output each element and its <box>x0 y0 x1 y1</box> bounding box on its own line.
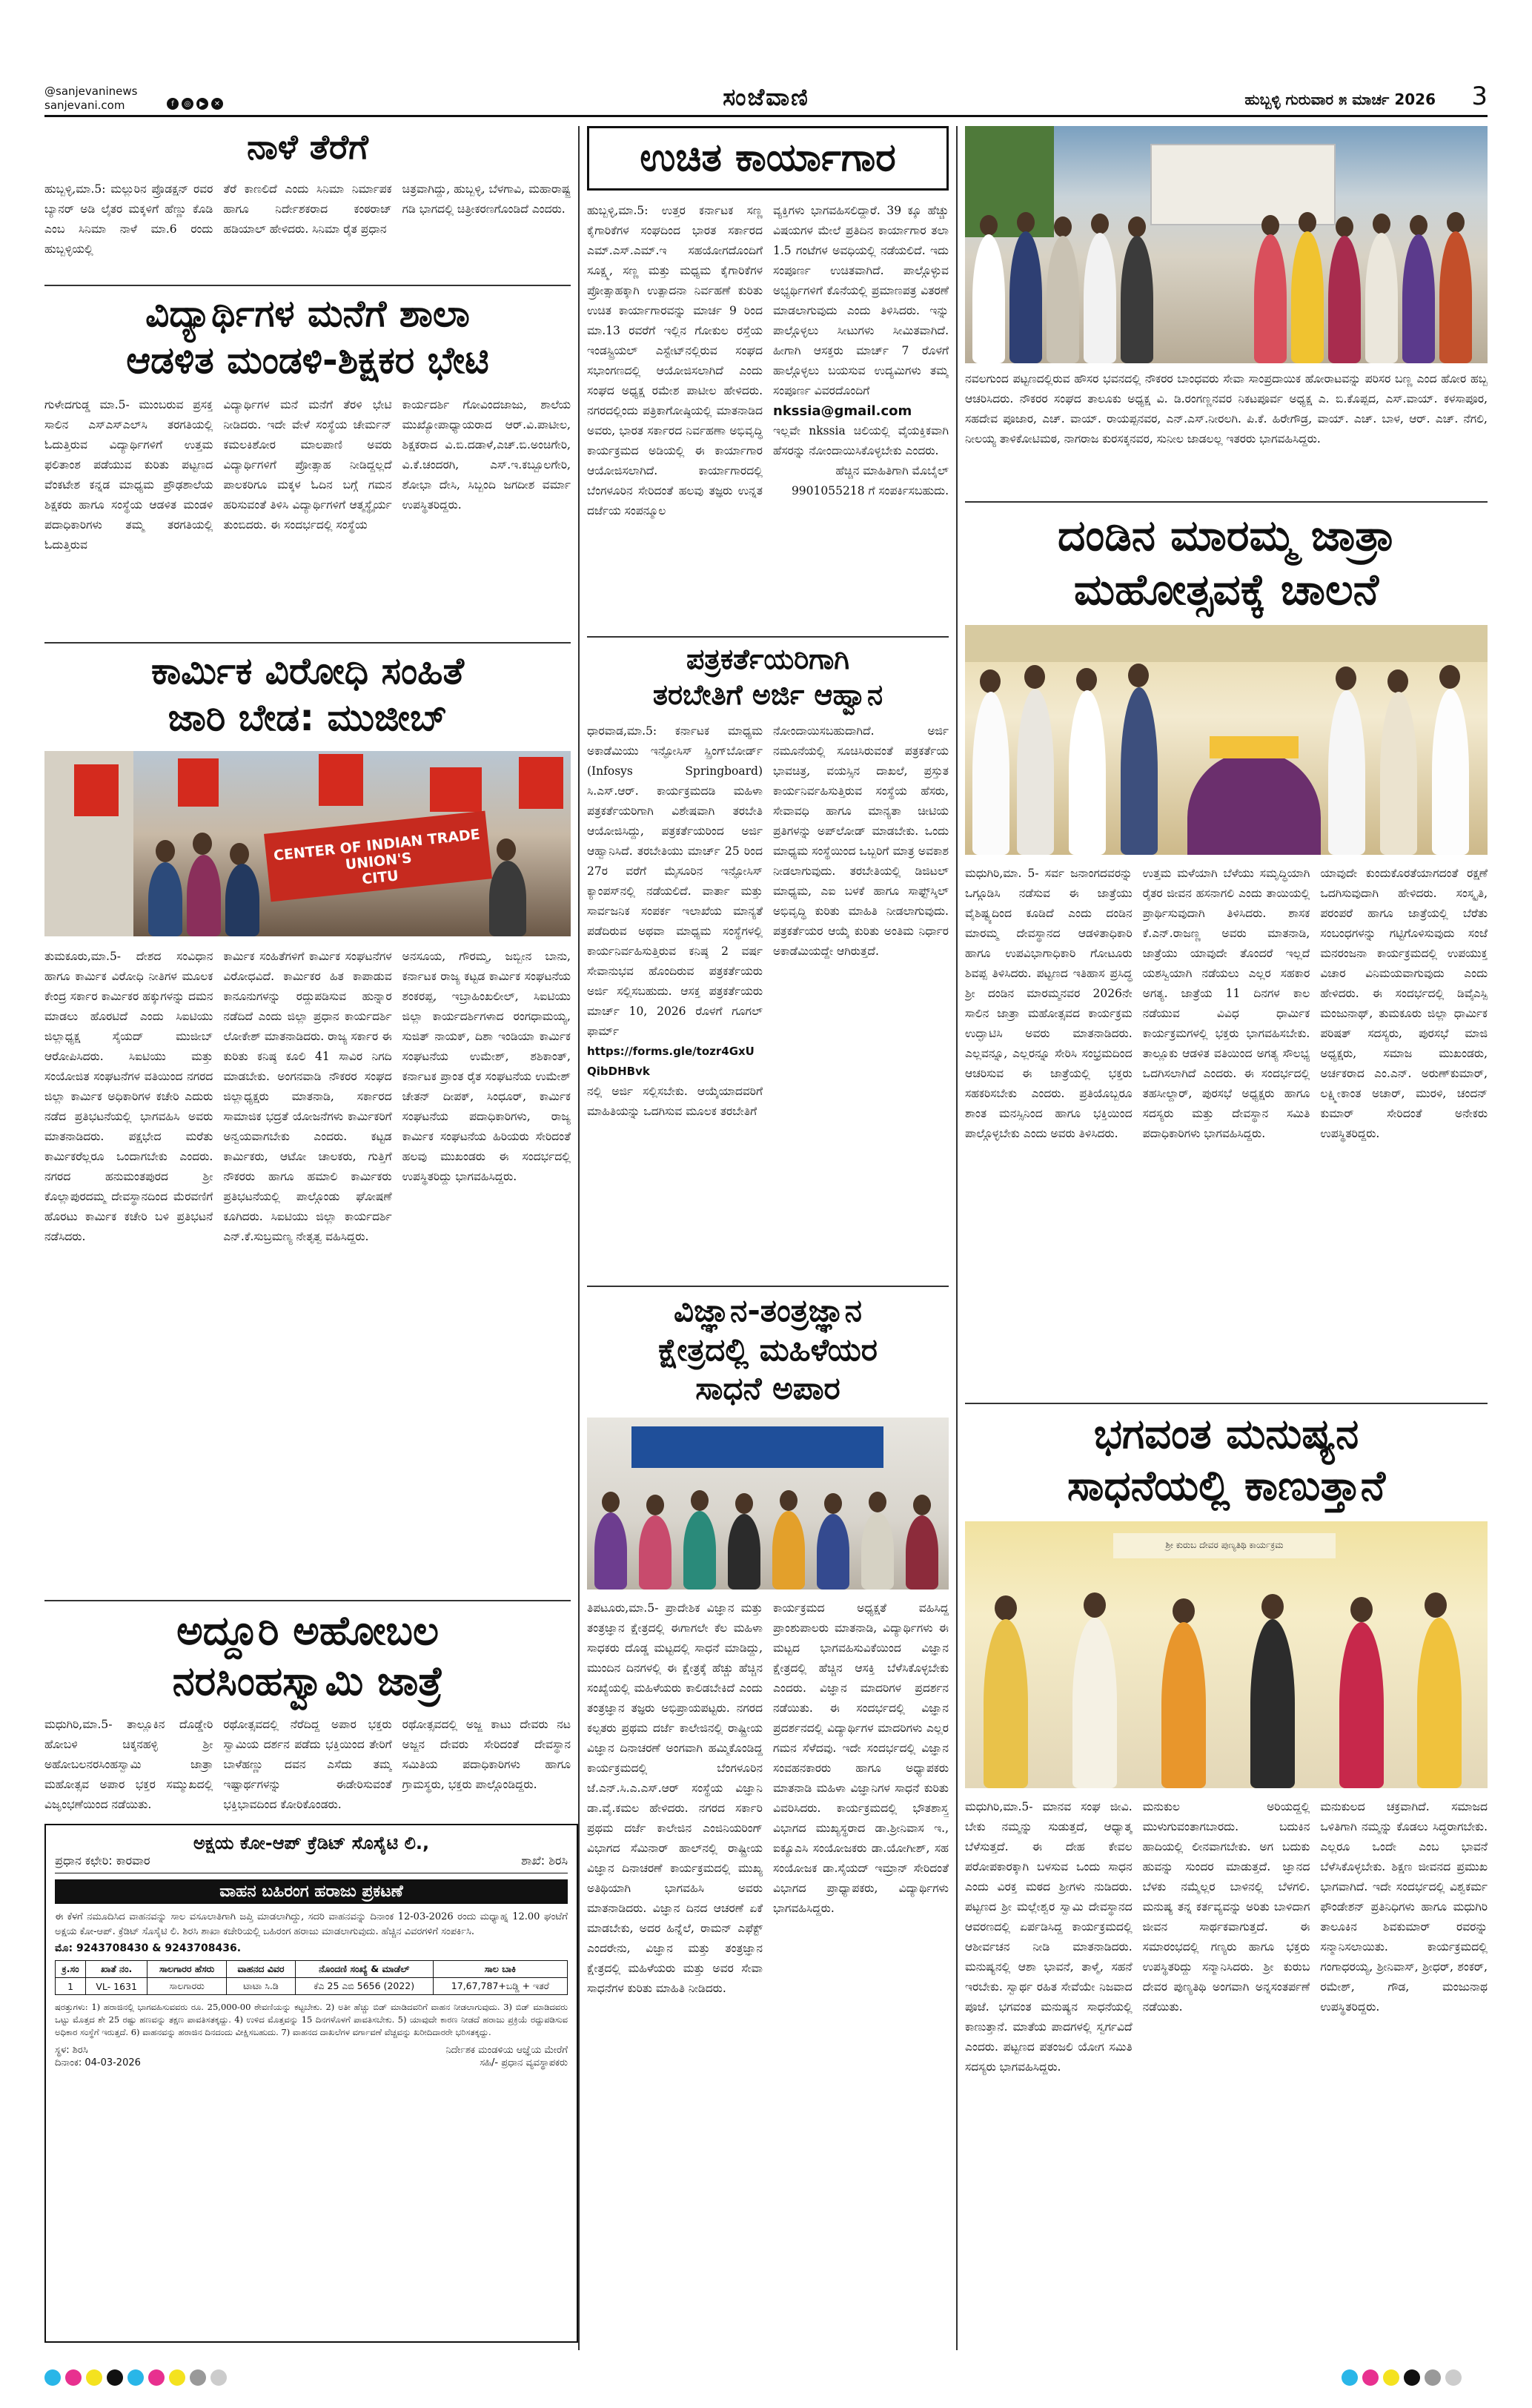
article-text: ರಥೋತ್ಸವದಲ್ಲಿ ನೆರೆದಿದ್ದ ಅಪಾರ ಭಕ್ತರು ಸ್ವಾಮಿಯ ದರ್ಶನ ಪಡೆದು ಭಕ್ತಿಯಿಂದ ತೇರಿಗೆ ಬಾಳೆಹಣ್ಣು ದವನ ಎಸೆದು ತಮ್ಮ ಇಷ್ಟಾರ್ಥಗಳನ್ನು ಈಡೇರಿಸುವಂತೆ ಭಕ್ತಿಭಾವದಿಂದ ಕೋರಿಕೊಂಡರು. <box>223 1718 392 1811</box>
headline: ಸಾಧನೆಯಲ್ಲಿ ಕಾಣುತ್ತಾನೆ <box>1067 1462 1386 1510</box>
website-link[interactable]: sanjevani.com <box>44 99 125 112</box>
headline: ನಾಳೆ ತೆರೆಗೆ <box>247 127 368 167</box>
facebook-icon[interactable]: f <box>167 98 179 110</box>
article-text: ಅನಸೂಯ, ಗೌರಮ್ಮ, ಜಬ್ಬೀನ ಬಾನು, ಕರ್ನಾಟಕ ರಾಜ್ಯ ಕಟ್ಟಡ ಕಾರ್ಮಿಕ ಸಂಘಟನೆಯ ಶಂಕರಪ್ಪ, ಇಬ್ರಾಹಿಂಖಲೀಲ್, ಸಿಐಟಿಯು ಜಿಲ್ಲಾ ಕಾರ್ಯದರ್ಶಿಗಳಾದ ರಂಗಧಾಮಯ್ಯ, ಸುಜಿತ್ ನಾಯಕ್, ದಿಶಾ ಇಂಡಿಯಾ ಕಾರ್ಮಿಕ ಸಂಘಟನೆಯ ಉಮೇಶ್, ಶಶಿಕಾಂತ್, ಕರ್ನಾಟಕ ಪ್ರಾಂತ ರೈತ ಸಂಘಟನೆಯ ಉಮೇಶ್ ಚೇತನ್ ದೀಪಕ್, ಸಿಂಧೂರ್, ಕಾರ್ಮಿಕ ಸಂಘಟನೆಯ ಪದಾಧಿಕಾರಿಗಳು, ರಾಜ್ಯ ಕಾರ್ಮಿಕ ಸಂಘಟನೆಯ ಹಿರಿಯರು ಸೇರಿದಂತೆ ಹಲವು ಮುಖಂಡರು ಈ ಸಂದರ್ಭದಲ್ಲಿ ಉಪಸ್ಥಿತರಿದ್ದು ಭಾಗವಹಿಸಿದ್ದರು. <box>402 950 571 1183</box>
headline: ಭಗವಂತ ಮನುಷ್ಯನ <box>1093 1410 1359 1458</box>
table-cell: ಸಾಲಗಾರರು <box>147 1978 227 1995</box>
divider <box>587 1286 949 1287</box>
article-text: ಕಾರ್ಯಕ್ರಮದ ಅಧ್ಯಕ್ಷತೆ ವಹಿಸಿದ್ದ ಪ್ರಾಂಶುಪಾಲರು ಮಾತನಾಡಿ, ವಿದ್ಯಾರ್ಥಿಗಳು ಈ ಮಟ್ಟದ ಭಾಗವಹಿಸುವಿಕೆಯಿಂದ ವಿಜ್ಞಾನ ಕ್ಷೇತ್ರದಲ್ಲಿ ಹೆಚ್ಚಿನ ಆಸಕ್ತಿ ಬೆಳೆಸಿಕೊಳ್ಳಬೇಕು ಎಂದರು. ವಿಜ್ಞಾನ ಮಾದರಿಗಳ ಪ್ರದರ್ಶನ ನಡೆಯಿತು. ಈ ಸಂದರ್ಭದಲ್ಲಿ ವಿಜ್ಞಾನ ಪ್ರದರ್ಶನದಲ್ಲಿ ವಿದ್ಯಾರ್ಥಿಗಳ ಮಾದರಿಗಳು ಎಲ್ಲರ ಗಮನ ಸೆಳೆದವು. ಇದೇ ಸಂದರ್ಭದಲ್ಲಿ ವಿಜ್ಞಾನ ಸಂವಹನಕಾರರು ಹಾಗೂ ಅಧ್ಯಾಪಕರು ಮಾತನಾಡಿ ಮಹಿಳಾ ವಿಜ್ಞಾನಿಗಳ ಸಾಧನೆ ಕುರಿತು ವಿವರಿಸಿದರು. ಕಾರ್ಯಕ್ರಮದಲ್ಲಿ ಭೌತಶಾಸ್ತ್ರ ವಿಭಾಗದ ಮುಖ್ಯಸ್ಥರಾದ ಡಾ.ಶ್ರೀನಿವಾಸ ಇ., ಐಕ್ಯೂಎಸಿ ಸಂಯೋಜಕರು ಡಾ.ಯೋಗೀಶ್, ಸಹ ಸಂಯೋಜಕ ಡಾ.ಸೈಯದ್ ಇಮ್ರಾನ್ ಸೇರಿದಂತೆ ವಿಭಾಗದ ಪ್ರಾಧ್ಯಾಪಕರು, ವಿದ್ಯಾರ್ಥಿಗಳು ಭಾಗವಹಿಸಿದ್ದರು. <box>773 1601 949 1915</box>
form-link[interactable]: https://forms.gle/tozr4GxUQibDHBvk <box>587 1045 755 1078</box>
table-cell: 1 <box>56 1978 86 1995</box>
ad-signatory: ನಿರ್ದೇಶಕ ಮಂಡಳಿಯ ಆಜ್ಞೆಯ ಮೇರೆಗೆ <box>445 2045 568 2056</box>
ad-date: ದಿನಾಂಕ: 04-03-2026 <box>55 2057 141 2068</box>
article-text: ಮಧುಗಿರಿ,ಮಾ.5- ತಾಲ್ಲೂಕಿನ ದೊಡ್ಡೇರಿ ಹೋಬಳಿ ಚಿಕ್ಕನಹಳ್ಳಿ ಶ್ರೀ ಅಹೋಬಲನರಸಿಂಹಸ್ವಾಮಿ ಜಾತ್ರಾ ಮಹೋತ್ಸವ ಅಪಾರ ಭಕ್ತರ ಸಮ್ಮುಖದಲ್ಲಿ ವಿಜೃಂಭಣೆಯಿಂದ ನಡೆಯಿತು. <box>44 1718 213 1811</box>
article-employees-festival <box>965 126 1488 497</box>
divider <box>44 642 571 644</box>
article-text: ನೋಂದಾಯಿಸಬಹುದಾಗಿದೆ. ಅರ್ಜಿ ನಮೂನೆಯಲ್ಲಿ ಸೂಚಿಸಿರುವಂತೆ ಪತ್ರಕರ್ತೆಯ ಭಾವಚಿತ್ರ, ವಯಸ್ಸಿನ ದಾಖಲೆ, ಪ್ರಸ್ತುತ ಕಾರ್ಯನಿರ್ವಹಿಸುತ್ತಿರುವ ಸಂಸ್ಥೆಯ ಹೆಸರು, ಸೇವಾವಧಿ ಹಾಗೂ ಮಾನ್ಯತಾ ಚೀಟಿಯ ಪ್ರತಿಗಳನ್ನು ಅಪ್‌ಲೋಡ್ ಮಾಡಬೇಕು. ಒಂದು ಮಾಧ್ಯಮ ಸಂಸ್ಥೆಯಿಂದ ಒಬ್ಬರಿಗೆ ಮಾತ್ರ ಅವಕಾಶ ನೀಡಲಾಗುವುದು. ತರಬೇತಿಯಲ್ಲಿ ಡಿಜಿಟಲ್ ಮಾಧ್ಯಮ, ಎಐ ಬಳಕೆ ಹಾಗೂ ಸಾಫ್ಟ್‌ಸ್ಕಿಲ್ ಅಭಿವೃದ್ಧಿ ಕುರಿತು ಮಾಹಿತಿ ನೀಡಲಾಗುವುದು. ಪತ್ರಕರ್ತೆಯರ ಆಯ್ಕೆ ಕುರಿತು ಅಂತಿಮ ನಿರ್ಧಾರ ಅಕಾಡೆಮಿಯದ್ದೇ ಆಗಿರುತ್ತದೆ. <box>773 724 949 958</box>
union-banner <box>264 811 492 902</box>
headline: ವಿಜ್ಞಾನ-ತಂತ್ರಜ್ಞಾನ <box>674 1292 862 1329</box>
flower-garland <box>1210 736 1299 758</box>
headline: ದಂಡಿನ ಮಾರಮ್ಮ ಜಾತ್ರಾ <box>1058 510 1395 560</box>
article-text: ಯಾವುದೇ ಕುಂದುಕೊರತೆಯಾಗದಂತೆ ರಕ್ಷಣೆ ಒದಗಿಸುವುದಾಗಿ ಹೇಳಿದರು. ಸಂಸ್ಕೃತಿ, ಪರಂಪರೆ ಹಾಗೂ ಜಾತ್ರೆಯಲ್ಲಿ ಬೆರೆತು ಸಂಬಂಧಗಳನ್ನು ಗಟ್ಟಿಗೊಳಿಸುವುದು ಸಂಜೆ ಮನರಂಜನಾ ಕಾರ್ಯಕ್ರಮದಲ್ಲಿ ಉಪಯುಕ್ತ ವಿಚಾರ ವಿನಿಮಯವಾಗುವುದು ಎಂದು ಹೇಳಿದರು. ಈ ಸಂದರ್ಭದಲ್ಲಿ ಡಿವೈಎಸ್ಪಿ ಮಂಜುನಾಥ್, ತುಮಕೂರು ಜಿಲ್ಲಾ ಧಾರ್ಮಿಕ ಪರಿಷತ್ ಸದಸ್ಯರು, ಪುರಸಭೆ ಮಾಜಿ ಅಧ್ಯಕ್ಷರು, ಸಮಾಜ ಮುಖಂಡರು, ಅರ್ಚಕರಾದ ಎಂ.ಎನ್. ಅರುಣ್‌ಕುಮಾರ್, ಲಕ್ಷ್ಮೀಕಾಂತ ಅಚಾರ್, ಮುರಳಿ, ಚಂದನ್ ಕುಮಾರ್ ಸೇರಿದಂತೆ ಅನೇಕರು ಉಪಸ್ಥಿತರಿದ್ದರು. <box>1320 867 1488 1140</box>
article-nale-terege <box>44 126 571 282</box>
felicitation-photo <box>965 1521 1488 1788</box>
divider <box>587 636 949 638</box>
ad-terms: ಷರತ್ತುಗಳು: 1) ಹರಾಜಿನಲ್ಲಿ ಭಾಗವಹಿಸುವವರು ರೂ. 25,000-00 ಠೇವಣಿಯನ್ನು ಕಟ್ಟಬೇಕು. 2) ಅತೀ ಹೆಚ್ಚು ಬಿಡ್ ಮಾಡಿದವರಿಗೆ ವಾಹನ ನೀಡಲಾಗುವುದು. 3) ಬಿಡ್ ಮಾಡಿದವರು ಒಟ್ಟು ಮೊತ್ತದ ಶೇ 25 ರಷ್ಟು ಹಣವನ್ನು ತಕ್ಷಣ ಪಾವತಿಸತಕ್ಕದ್ದು. 4) ಉಳಿದ ಮೊತ್ತವನ್ನು 15 ದಿನಗಳೊಳಗೆ ಪಾವತಿಸಬೇಕು. 5) ಯಾವುದೇ ಕಾರಣ ನೀಡದೆ ಹರಾಜು ಪ್ರಕ್ರಿಯೆ ರದ್ದುಪಡಿಸುವ ಅಧಿಕಾರ ಸಂಸ್ಥೆಗೆ ಇರುತ್ತದೆ. 6) ವಾಹನವನ್ನು ಹರಾಜಿನ ದಿನದಂದು ವೀಕ್ಷಿಸಬಹುದು. 7) ವಾಹನದ ದಾಖಲೆಗಳ ವರ್ಗಾವಣೆ ವೆಚ್ಚವನ್ನು ಖರೀದಿದಾರರೇ ಭರಿಸತಕ್ಕದ್ದು. <box>55 2002 568 2037</box>
instagram-icon[interactable]: ◎ <box>182 98 193 110</box>
divider <box>965 1403 1488 1404</box>
ad-body: ಈ ಕೆಳಗೆ ನಮೂದಿಸಿದ ವಾಹನವನ್ನು ಸಾಲ ವಸೂಲಾತಿಗಾಗಿ ಜಪ್ತಿ ಮಾಡಲಾಗಿದ್ದು, ಸದರಿ ವಾಹನವನ್ನು ದಿನಾಂಕ 12-03-2026 ರಂದು ಮಧ್ಯಾಹ್ನ 12.00 ಘಂಟೆಗೆ ಅಕ್ಷಯ ಕೋ-ಆಪ್. ಕ್ರೆಡಿಟ್ ಸೊಸೈಟಿ ಲಿ. ಶಿರಸಿ ಶಾಖಾ ಕಚೇರಿಯಲ್ಲಿ ಬಹಿರಂಗ ಹರಾಜು ಮಾಡಲಾಗುವುದು. ಹೆಚ್ಚಿನ ವಿವರಗಳಿಗೆ ಸಂಪರ್ಕಿಸಿ. <box>55 1911 568 1937</box>
article-free-workshop <box>587 126 949 630</box>
column-header: ನೊಂದಣಿ ಸಂಖ್ಯೆ & ಮಾಡೆಲ್ <box>295 1961 433 1978</box>
column-header: ವಾಹನದ ವಿವರ <box>227 1961 296 1978</box>
protest-photo <box>44 751 571 936</box>
flag-icon <box>519 757 563 809</box>
flag-icon <box>430 767 482 812</box>
headline: ಜಾರಿ ಬೇಡ: ಮುಜೀಬ್ <box>168 695 448 739</box>
ad-signatory-title: ಸಹಿ/- ಪ್ರಧಾನ ವ್ಯವಸ್ಥಾಪಕರು <box>480 2057 568 2068</box>
ad-place: ಸ್ಥಳ: ಶಿರಸಿ <box>55 2045 88 2056</box>
divider <box>44 285 571 286</box>
headline: ಕ್ಷೇತ್ರದಲ್ಲಿ ಮಹಿಳೆಯರ <box>658 1331 878 1368</box>
article-text: ಕಾರ್ಮಿಕ ಸಂಹಿತೆಗಳಿಗೆ ಕಾರ್ಮಿಕ ಸಂಘಟನೆಗಳ ವಿರೋಧವಿದೆ. ಕಾರ್ಮಿಕರ ಹಿತ ಕಾಪಾಡುವ ಕಾನೂನುಗಳನ್ನು ರದ್ದುಪಡಿಸುವ ಹುನ್ನಾರ ನಡೆದಿದೆ ಎಂದು ಜಿಲ್ಲಾ ಪ್ರಧಾನ ಕಾರ್ಯದರ್ಶಿ ಲೋಕೇಶ್ ಮಾತನಾಡಿದರು. ರಾಜ್ಯ ಸರ್ಕಾರ ಈ ಕುರಿತು ಕನಿಷ್ಠ ಕೂಲಿ 41 ಸಾವಿರ ನಿಗದಿ ಮಾಡಬೇಕು. ಅಂಗನವಾಡಿ ನೌಕರರ ಸಂಘದ ಜಿಲ್ಲಾಧ್ಯಕ್ಷರು ಮಾತನಾಡಿ, ಸರ್ಕಾರದ ಸಾಮಾಜಿಕ ಭದ್ರತೆ ಯೋಜನೆಗಳು ಕಾರ್ಮಿಕರಿಗೆ ಅನ್ವಯವಾಗಬೇಕು ಎಂದರು. ಕಟ್ಟಡ ಕಾರ್ಮಿಕರು, ಆಟೋ ಚಾಲಕರು, ಗುತ್ತಿಗೆ ನೌಕರರು ಹಾಗೂ ಹಮಾಲಿ ಕಾರ್ಮಿಕರು ಪ್ರತಿಭಟನೆಯಲ್ಲಿ ಪಾಲ್ಗೊಂಡು ಘೋಷಣೆ ಕೂಗಿದರು. ಸಿಐಟಿಯು ಜಿಲ್ಲಾ ಕಾರ್ಯದರ್ಶಿ ಎನ್.ಕೆ.ಸುಬ್ರಮಣ್ಯ ನೇತೃತ್ವ ವಹಿಸಿದ್ದರು. <box>223 950 392 1243</box>
group-photo <box>965 126 1488 363</box>
photo-caption: ನವಲಗುಂದ ಪಟ್ಟಣದಲ್ಲಿರುವ ಹೌಸರ ಭವನದಲ್ಲಿ ನೌಕರರ ಬಾಂಧವರು ಸೇವಾ ಸಾಂಪ್ರದಾಯಿಕ ಹೋರಾಟವನ್ನು ಪರಿಸರ ಬಣ್ಣ ಎಂದ ಹೋರ ಹಬ್ಬ ಆಚರಿಸಿದರು. ನೌಕರರ ಸಂಘದ ತಾಲೂಕು ಅಧ್ಯಕ್ಷ ವಿ. ಡಿ.ರಂಗಣ್ಣನವರ ನಿಕಟಪೂರ್ವ ಅಧ್ಯಕ್ಷ ಎ. ಬಿ.ಕೊಪ್ಪದ, ಎಸ್.ವಾಯ್. ಕಳಸಾಪೂರ, ಸಹದೇವ ಪೂಜಾರ, ಎಚ್. ವಾಯ್. ರಾಯಪ್ಪನವರ, ಎನ್.ಎಸ್.ನೀರಲಗಿ. ಪಿ.ಕೆ. ಹಿರೇಗೌಡ್ರ, ವಾಯ್. ಎಚ್. ಬಾಳ, ಆರ್. ಎಚ್. ನೆಗಲಿ, ನೀಲಯ್ಯ ತಾಳಿಕೋಟಿಮಠ, ನಾಗರಾಜ ಕುರಸಕ್ಕನವರ, ಸುನೀಲ ಜಾಡಲಲ್ಲ ಇತರರು ಭಾಗವಹಿಸಿದ್ದರು. <box>965 372 1488 446</box>
column-divider <box>578 126 580 2350</box>
page-header <box>44 82 1488 117</box>
article-text: ಮಧುಗಿರಿ,ಮಾ. 5- ಸರ್ವ ಜನಾಂಗದವರನ್ನು ಒಗ್ಗೂಡಿಸಿ ನಡೆಸುವ ಈ ಜಾತ್ರೆಯು ವೈಶಿಷ್ಟ್ಯದಿಂದ ಕೂಡಿದೆ ಎಂದು ದಂಡಿನ ಮಾರಮ್ಮ ದೇವಸ್ಥಾನದ ಆಡಳಿತಾಧಿಕಾರಿ ಹಾಗೂ ಉಪವಿಭಾಗಾಧಿಕಾರಿ ಗೋಟೂರು ಶಿವಪ್ಪ ತಿಳಿಸಿದರು. ಪಟ್ಟಣದ ಇತಿಹಾಸ ಪ್ರಸಿದ್ಧ ಶ್ರೀ ದಂಡಿನ ಮಾರಮ್ಮನವರ 2026ನೇ ಸಾಲಿನ ಜಾತ್ರಾ ಮಹೋತ್ಸವದ ಕಾರ್ಯಕ್ರಮ ಉದ್ಘಾಟಿಸಿ ಅವರು ಮಾತನಾಡಿದರು. ಎಲ್ಲವನ್ನೂ, ಎಲ್ಲರನ್ನೂ ಸೇರಿಸಿ ಸಂಭ್ರಮದಿಂದ ಆಚರಿಸುವ ಈ ಜಾತ್ರೆಯಲ್ಲಿ ಭಕ್ತರು ಸಹಕರಿಸಬೇಕು ಎಂದರು. ಪ್ರತಿಯೊಬ್ಬರೂ ಶಾಂತ ಮನಸ್ಸಿನಿಂದ ಹಾಗೂ ಭಕ್ತಿಯಿಂದ ಪಾಲ್ಗೊಳ್ಳಬೇಕು ಎಂದು ಅವರು ತಿಳಿಸಿದರು. <box>965 867 1133 1140</box>
article-text: ವಿದ್ಯಾರ್ಥಿಗಳ ಮನೆ ಮನೆಗೆ ತೆರಳಿ ಭೇಟಿ ನೀಡಿದರು. ಇದೇ ವೇಳೆ ಸಂಸ್ಥೆಯ ಚೇರ್ಮನ್ ಕಮಲಕಿಶೋರ ಮಾಲಪಾಣಿ ಅವರು ವಿದ್ಯಾರ್ಥಿಗಳಿಗೆ ಪ್ರೋತ್ಸಾಹ ನೀಡಿದ್ದಲ್ಲದೆ ಪಾಲಕರಿಗೂ ಮಕ್ಕಳ ಓದಿನ ಬಗ್ಗೆ ಗಮನ ಹರಿಸುವಂತೆ ತಿಳಿಸಿ ವಿದ್ಯಾರ್ಥಿಗಳಿಗೆ ಆತ್ಮಸ್ಥೈರ್ಯ ತುಂಬಿದರು. ಈ ಸಂದರ್ಭದಲ್ಲಿ ಸಂಸ್ಥೆಯ <box>223 398 392 532</box>
headline: ಉಚಿತ ಕಾರ್ಯಾಗಾರ <box>587 126 949 191</box>
article-text: ಮನುಕುಲದ ಚಕ್ರವಾಗಿದೆ. ಸಮಾಜದ ಒಳಿತಿಗಾಗಿ ನಮ್ಮನ್ನು ಕೊಡಲು ಸಿದ್ಧರಾಗಬೇಕು. ಎಲ್ಲರೂ ಒಂದೇ ಎಂಬ ಭಾವನೆ ಬೆಳೆಸಿಕೊಳ್ಳಬೇಕು. ಶಿಕ್ಷಣ ಜೀವನದ ಪ್ರಮುಖ ಭಾಗವಾಗಿದೆ. ಇದೇ ಸಂದರ್ಭದಲ್ಲಿ ವಿಶ್ವಕರ್ಮ ಫೌಂಡೇಶನ್ ಪ್ರತಿನಿಧಿಗಳು ಹಾಗೂ ಮಧುಗಿರಿ ತಾಲೂಕಿನ ಶಿವಕುಮಾರ್ ರವರನ್ನು ಸನ್ಮಾನಿಸಲಾಯಿತು. ಕಾರ್ಯಕ್ರಮದಲ್ಲಿ ಗಂಗಾಧರಯ್ಯ, ಶ್ರೀನಿವಾಸ್, ಶ್ರೀಧರ್, ಶಂಕರ್, ರಮೇಶ್, ಗೌಡ, ಮಂಜುನಾಥ ಉಪಸ್ಥಿತರಿದ್ದರು. <box>1320 1800 1488 2014</box>
ad-phone: ಮೊ: 9243708430 & 9243708436. <box>55 1942 242 1954</box>
article-text: ಗುಳೇದಗುಡ್ಡ ಮಾ.5- ಮುಂಬರುವ ಪ್ರಸಕ್ತ ಸಾಲಿನ ಎಸ್‌ಎಸ್‌ಎಲ್‌ಸಿ ತರಗತಿಯಲ್ಲಿ ಓದುತ್ತಿರುವ ವಿದ್ಯಾರ್ಥಿಗಳಿಗೆ ಉತ್ತಮ ಫಲಿತಾಂಶ ಪಡೆಯುವ ಕುರಿತು ಪಟ್ಟಣದ ವೆಂಕಟೇಶ ಕನ್ನಡ ಮಾಧ್ಯಮ ಪ್ರೌಢಶಾಲೆಯ ಶಿಕ್ಷಕರು ಹಾಗೂ ಸಂಸ್ಥೆಯ ಆಡಳಿತ ಮಂಡಳಿ ಪದಾಧಿಕಾರಿಗಳು ತಮ್ಮ ತರಗತಿಯಲ್ಲಿ ಓದುತ್ತಿರುವ <box>44 398 213 552</box>
article-text: ವ್ಯಕ್ತಿಗಳು ಭಾಗವಹಿಸಲಿದ್ದಾರೆ. 39 ಕ್ಕೂ ಹೆಚ್ಚು ವಿಷಯಗಳ ಮೇಲೆ ಪ್ರತಿದಿನ ಕಾರ್ಯಾಗಾರ ತಲಾ 1.5 ಗಂಟೆಗಳ ಅವಧಿಯಲ್ಲಿ ನಡೆಯಲಿದೆ. ಇದು ಸಂಪೂರ್ಣ ಉಚಿತವಾಗಿದೆ. ಪಾಲ್ಗೊಳ್ಳುವ ಅಭ್ಯರ್ಥಿಗಳಿಗೆ ಕೊನೆಯಲ್ಲಿ ಪ್ರಮಾಣಪತ್ರ ವಿತರಣೆ ಮಾಡಲಾಗುವುದು ಎಂದು ತಿಳಿಸಿದರು. ಇನ್ನು ಪಾಲ್ಗೊಳ್ಳಲು ಸೀಟುಗಳು ಸೀಮಿತವಾಗಿದೆ. ಹೀಗಾಗಿ ಆಸಕ್ತರು ಮಾರ್ಚ್ 7 ರೊಳಗೆ ಹಾಲ್ಗೊಳ್ಳಲು ಬಯಸುವ ಉದ್ಯಮಿಗಳು ತಮ್ಮ ಸಂಪೂರ್ಣ ವಿವರದೊಂದಿಗೆ <box>773 204 949 397</box>
banner-text: CENTER OF INDIAN TRADE UNION'S <box>273 826 481 873</box>
tree <box>965 126 1054 237</box>
auction-table <box>55 1960 568 1995</box>
email-link[interactable]: nkssia@gmail.com <box>773 403 912 419</box>
flag-icon <box>178 758 219 807</box>
column-header: ಕ್ರ.ಸಂ <box>56 1961 86 1978</box>
color-registration-marks <box>1342 2369 1462 2386</box>
article-text: ಉತ್ತಮ ಮಳೆಯಾಗಿ ಬೆಳೆಯು ಸಮೃದ್ಧಿಯಾಗಿ ರೈತರ ಜೀವನ ಹಸನಾಗಲಿ ಎಂದು ತಾಯಿಯಲ್ಲಿ ಪ್ರಾರ್ಥಿಸುವುದಾಗಿ ತಿಳಿಸಿದರು. ಶಾಸಕ ಕೆ.ಎನ್.ರಾಜಣ್ಣ ಅವರು ಮಾತನಾಡಿ, ಜಾತ್ರೆಯು ಯಾವುದೇ ತೊಂದರೆ ಇಲ್ಲದೆ ಯಶಸ್ವಿಯಾಗಿ ನಡೆಯಲು ಎಲ್ಲರ ಸಹಕಾರ ಅಗತ್ಯ. ಜಾತ್ರೆಯ 11 ದಿನಗಳ ಕಾಲ ನಡೆಯುವ ವಿವಿಧ ಧಾರ್ಮಿಕ ಕಾರ್ಯಕ್ರಮಗಳಲ್ಲಿ ಭಕ್ತರು ಭಾಗವಹಿಸಬೇಕು. ತಾಲ್ಲೂಕು ಆಡಳಿತ ವತಿಯಿಂದ ಅಗತ್ಯ ಸೌಲಭ್ಯ ಒದಗಿಸಲಾಗಿದೆ ಎಂದರು. ಈ ಸಂದರ್ಭದಲ್ಲಿ ತಹಸೀಲ್ದಾರ್, ಪುರಸಭೆ ಅಧ್ಯಕ್ಷರು ಹಾಗೂ ಸದಸ್ಯರು ಮತ್ತು ದೇವಸ್ಥಾನ ಸಮಿತಿ ಪದಾಧಿಕಾರಿಗಳು ಭಾಗವಹಿಸಿದ್ದರು. <box>1142 867 1310 1140</box>
table-row <box>56 1978 568 1995</box>
article-text: ಹುಬ್ಬಳ್ಳಿ,ಮಾ.5: ಉತ್ತರ ಕರ್ನಾಟಕ ಸಣ್ಣ ಕೈಗಾರಿಕೆಗಳ ಸಂಘದಿಂದ ಭಾರತ ಸರ್ಕಾರದ ಎಮ್.ಎಸ್.ಎಮ್.ಇ ಸಹಯೋಗದೊಂದಿಗೆ ಸೂಕ್ಷ್ಮ, ಸಣ್ಣ ಮತ್ತು ಮಧ್ಯಮ ಕೈಗಾರಿಕೆಗಳ ಪ್ರೋತ್ಸಾಹಕ್ಕಾಗಿ ಉತ್ಪಾದನಾ ನಿರ್ವಹಣೆ ಕುರಿತು ಉಚಿತ ಕಾರ್ಯಾಗಾರವನ್ನು ಮಾರ್ಚ 9 ರಿಂದ ಮಾ.13 ರವರೆಗೆ ಇಲ್ಲಿನ ಗೋಕುಲ ರಸ್ತೆಯ ಇಂಡಸ್ಟ್ರಿಯಲ್ ಎಸ್ಟೇಟ್‌ನಲ್ಲಿರುವ ಸಂಘದ ಸಭಾಂಗಣದಲ್ಲಿ ಆಯೋಜಿಸಲಾಗಿದೆ ಎಂದು ಸಂಘದ ಅಧ್ಯಕ್ಷ ರಮೇಶ ಪಾಟೀಲ ಹೇಳಿದರು. ನಗರದಲ್ಲಿಂದು ಪತ್ರಿಕಾಗೋಷ್ಠಿಯಲ್ಲಿ ಮಾತನಾಡಿದ ಅವರು, ಭಾರತ ಸರ್ಕಾರದ ನಿರ್ವಹಣಾ ಅಭಿವೃದ್ಧಿ ಕಾರ್ಯಕ್ರಮದ ಅಡಿಯಲ್ಲಿ ಈ ಕಾರ್ಯಾಗಾರ ಆಯೋಜಿಸಲಾಗಿದೆ. ಕಾರ್ಯಾಗಾರದಲ್ಲಿ ಬೆಂಗಳೂರಿನ ಸೇರಿದಂತೆ ಹಲವು ತಜ್ಞರು ಉನ್ನತ ದರ್ಜೆಯ ಸಂಪನ್ಮೂಲ <box>587 204 763 517</box>
divider <box>44 1600 571 1601</box>
head-office: ಪ್ರಧಾನ ಕಛೇರಿ: ಕಾರವಾರ <box>55 1853 150 1868</box>
table-cell: VL- 1631 <box>86 1978 147 1995</box>
column-divider <box>956 126 958 2350</box>
article-ahobala-jatre <box>44 1606 571 1816</box>
article-journalist-training <box>587 642 949 1280</box>
headline: ಅದ್ದೂರಿ ಅಹೋಬಲ <box>176 1607 439 1654</box>
stage-banner: ಶ್ರೀ ಕುರುಬ ದೇವರ ಪುಣ್ಯತಿಥಿ ಕಾರ್ಯಕ್ರಮ <box>1113 1533 1336 1558</box>
article-text: ಕಾರ್ಯದರ್ಶಿ ಗೋವಿಂದಜಾಜು, ಶಾಲೆಯ ಮುಖ್ಯೋಪಾಧ್ಯಾಯರಾದ ಆರ್.ವಿ.ಪಾಟೀಲ, ಶಿಕ್ಷಕರಾದ ವಿ.ಬಿ.ದಡಾಳೆ,ಎಚ್.ಬಿ.ಅಂಚಿಗೇರಿ, ವಿ.ಕೆ.ಚಂದರಗಿ, ಎಸ್.ಇ.ಕಬ್ಬೂಲಗೇರಿ, ಶೋಭಾ ದೇಸಿ, ಸಿಬ್ಬಂದಿ ಜಗದೀಶ ವರ್ಮಾ ಉಪಸ್ಥಿತರಿದ್ದರು. <box>402 398 571 512</box>
ad-title: ವಾಹನ ಬಹಿರಂಗ ಹರಾಜು ಪ್ರಕಟಣೆ <box>55 1879 568 1904</box>
article-text: ಧಾರವಾಡ,ಮಾ.5: ಕರ್ನಾಟಕ ಮಾಧ್ಯಮ ಅಕಾಡೆಮಿಯು ಇನ್ಫೋಸಿಸ್ ಸ್ಪ್ರಿಂಗ್‌ಬೋರ್ಡ್ (Infosys Springboard) ಸಿ.ಎಸ್.ಆರ್. ಕಾರ್ಯಕ್ರಮದಡಿ ಮಹಿಳಾ ಪತ್ರಕರ್ತೆಯರಿಗಾಗಿ ವಿಶೇಷವಾಗಿ ತರಬೇತಿ ಆಯೋಜಿಸಿದ್ದು, ಪತ್ರಕರ್ತೆಯರಿಂದ ಅರ್ಜಿ ಆಹ್ವಾನಿಸಿದೆ. ತರಬೇತಿಯು ಮಾರ್ಚ್ 25 ರಿಂದ 27ರ ವರೆಗೆ ಮೈಸೂರಿನ ಇನ್ಫೋಸಿಸ್ ಕ್ಯಾಂಪಸ್‌ನಲ್ಲಿ ನಡೆಯಲಿದೆ. ವಾರ್ತಾ ಮತ್ತು ಸಾರ್ವಜನಿಕ ಸಂಪರ್ಕ ಇಲಾಖೆಯ ಮಾನ್ಯತೆ ಪಡೆದಿರುವ ಅಥವಾ ಮಾಧ್ಯಮ ಸಂಸ್ಥೆಗಳಲ್ಲಿ ಕಾರ್ಯನಿರ್ವಹಿಸುತ್ತಿರುವ ಕನಿಷ್ಠ 2 ವರ್ಷ ಸೇವಾನುಭವ ಹೊಂದಿರುವ ಪತ್ರಕರ್ತೆಯರು ಅರ್ಜಿ ಸಲ್ಲಿಸಬಹುದು. ಆಸಕ್ತ ಪತ್ರಕರ್ತೆಯರು ಮಾರ್ಚ್ 10, 2026 ರೊಳಗೆ ಗೂಗಲ್ ಫಾರ್ಮ್ <box>587 724 763 1038</box>
banner-sub: CITU <box>361 867 399 888</box>
flag-icon <box>74 764 119 816</box>
masthead: ಸಂಜೆವಾಣಿ <box>723 83 809 111</box>
headline: ಸಾಧನೆ ಅಪಾರ <box>695 1370 840 1406</box>
seminar-photo <box>587 1418 949 1590</box>
article-text: ಮನುಕುಲ ಅರಿಯದ್ದಲ್ಲಿ ಮುಳುಗುವಂತಾಗಬಾರದು. ಬದುಕಿನ ಹಾದಿಯಲ್ಲಿ ಲೀನವಾಗಬೇಕು. ಅಗ ಬದುಕು ಹುವನ್ನು ಸುಂದರ ಮಾಡುತ್ತದೆ. ಜ್ಞಾನದ ಬೆಳಕು ನಮ್ಮೆಲ್ಲರ ಬಾಳಿನಲ್ಲಿ ಬೆಳಗಲಿ. ಮನುಷ್ಯ ತನ್ನ ಕರ್ತವ್ಯವನ್ನು ಅರಿತು ಬಾಳಿದಾಗ ಜೀವನ ಸಾರ್ಥಕವಾಗುತ್ತದೆ. ಈ ಸಮಾರಂಭದಲ್ಲಿ ಗಣ್ಯರು ಹಾಗೂ ಭಕ್ತರು ಉಪಸ್ಥಿತರಿದ್ದು ಸನ್ಮಾನಿಸಿದರು. ಶ್ರೀ ಕುರುಬ ದೇವರ ಪುಣ್ಯತಿಥಿ ಅಂಗವಾಗಿ ಅನ್ನಸಂತರ್ಪಣೆ ನಡೆಯಿತು. <box>1142 1800 1310 2014</box>
table-cell: 17,67,787+ಬಡ್ಡಿ + ಇತರೆ <box>433 1978 567 1995</box>
column-header: ಸಾಲ ಬಾಕಿ <box>433 1961 567 1978</box>
headline: ಆಡಳಿತ ಮಂಡಳಿ-ಶಿಕ್ಷಕರ ಭೇಟಿ <box>126 338 489 382</box>
headline: ನರಸಿಂಹಸ್ವಾಮಿ ಜಾತ್ರೆ <box>172 1657 443 1704</box>
table-cell: ಟಾಟಾ ಸಿ.ಡಿ <box>227 1978 296 1995</box>
dateline: ಹುಬ್ಬಳ್ಳಿ ಗುರುವಾರ ೫ ಮಾರ್ಚ 2026 <box>1244 90 1436 108</box>
column-header: ಖಾತೆ ನಂ. <box>86 1961 147 1978</box>
article-text: ಚಿತ್ರವಾಗಿದ್ದು, ಹುಬ್ಬಳ್ಳಿ, ಬೆಳಗಾವಿ, ಮಹಾರಾಷ್ಟ್ರ ಗಡಿ ಭಾಗದಲ್ಲಿ ಚಿತ್ರೀಕರಣಗೊಂಡಿದೆ ಎಂದರು. <box>402 182 571 216</box>
headline: ಪತ್ರಕರ್ತೆಯರಿಗಾಗಿ <box>686 643 850 675</box>
table-header-row <box>56 1961 568 1978</box>
divider <box>965 501 1488 503</box>
headline: ವಿದ್ಯಾರ್ಥಿಗಳ ಮನೆಗೆ ಶಾಲಾ <box>145 292 470 335</box>
auction-advertisement <box>44 1824 578 2343</box>
headline: ಕಾರ್ಮಿಕ ವಿರೋಧಿ ಸಂಹಿತೆ <box>150 649 464 692</box>
social-block <box>44 85 137 113</box>
article-text: ನಲ್ಲಿ ಅರ್ಜಿ ಸಲ್ಲಿಸಬೇಕು. ಆಯ್ಕೆಯಾದವರಿಗೆ ಮಾಹಿತಿಯನ್ನು ಒದಗಿಸುವ ಮೂಲಕ ತರಬೇತಿಗೆ <box>587 1085 763 1118</box>
article-text: ತಿಪಟೂರು,ಮಾ.5- ಪ್ರಾದೇಶಿಕ ವಿಜ್ಞಾನ ಮತ್ತು ತಂತ್ರಜ್ಞಾನ ಕ್ಷೇತ್ರದಲ್ಲಿ ಈಗಾಗಲೇ ಕೆಲ ಮಹಿಳಾ ಸಾಧಕರು ದೊಡ್ಡ ಮಟ್ಟದಲ್ಲಿ ಸಾಧನೆ ಮಾಡಿದ್ದು, ಮುಂದಿನ ದಿನಗಳಲ್ಲಿ ಈ ಕ್ಷೇತ್ರಕ್ಕೆ ಹೆಚ್ಚು ಹೆಚ್ಚಿನ ಸಂಖ್ಯೆಯಲ್ಲಿ ಮಹಿಳೆಯರು ಕಾಲಿಡಬೇಕಿದೆ ಎಂದು ತಂತ್ರಜ್ಞಾನ ತಜ್ಞರು ಅಭಿಪ್ರಾಯಪಟ್ಟರು. ನಗರದ ಕಲ್ಪತರು ಪ್ರಥಮ ದರ್ಜೆ ಕಾಲೇಜಿನಲ್ಲಿ ರಾಷ್ಟ್ರೀಯ ವಿಜ್ಞಾನ ದಿನಾಚರಣೆ ಅಂಗವಾಗಿ ಹಮ್ಮಿಕೊಂಡಿದ್ದ ಕಾರ್ಯಕ್ರಮದಲ್ಲಿ ಬೆಂಗಳೂರಿನ ಜೆ.ಎನ್.ಸಿ.ಎ.ಎಸ್.ಆರ್ ಸಂಸ್ಥೆಯ ವಿಜ್ಞಾನಿ ಡಾ.ವೈ.ಕಮಲ ಹೇಳಿದರು. ನಗರದ ಸರ್ಕಾರಿ ಪ್ರಥಮ ದರ್ಜೆ ಕಾಲೇಜಿನ ಎಂಜಿನಿಯರಿಂಗ್ ವಿಭಾಗದ ಸೆಮಿನಾರ್ ಹಾಲ್‌ನಲ್ಲಿ ರಾಷ್ಟ್ರೀಯ ವಿಜ್ಞಾನ ದಿನಾಚರಣೆ ಕಾರ್ಯಕ್ರಮದಲ್ಲಿ ಮುಖ್ಯ ಅತಿಥಿಯಾಗಿ ಭಾಗವಹಿಸಿ ಅವರು ಮಾತನಾಡಿದರು. ವಿಜ್ಞಾನ ದಿನದ ಆಚರಣೆ ಏಕೆ ಮಾಡಬೇಕು, ಅದರ ಹಿನ್ನೆಲೆ, ರಾಮನ್ ಎಫೆಕ್ಟ್ ಎಂದರೇನು, ವಿಜ್ಞಾನ ಮತ್ತು ತಂತ್ರಜ್ಞಾನ ಕ್ಷೇತ್ರದಲ್ಲಿ ಮಹಿಳೆಯರು ಮತ್ತು ಅವರ ಸೇವಾ ಸಾಧನೆಗಳ ಕುರಿತು ಮಾಹಿತಿ ನೀಡಿದರು. <box>587 1601 763 1995</box>
color-registration-marks <box>44 2369 227 2386</box>
society-name: ಅಕ್ಷಯ ಕೋ-ಆಪ್ ಕ್ರೆಡಿಟ್ ಸೊಸೈಟಿ ಲಿ., <box>193 1833 430 1853</box>
article-text: ಮಧುಗಿರಿ,ಮಾ.5- ಮಾನವ ಸಂಘ ಜೀವಿ. ಬೇಕು ನಮ್ಮನ್ನು ಸುಡುತ್ತದೆ, ಆಧ್ಯಾತ್ಮ ಬೆಳೆಸುತ್ತದೆ. ಈ ದೇಹ ಕೇವಲ ಪರೋಪಕಾರಕ್ಕಾಗಿ ಬಳಸುವ ಒಂದು ಸಾಧನ ಎಂದು ವಿರಕ್ತ ಮಠದ ಶ್ರೀಗಳು ನುಡಿದರು. ಪಟ್ಟಣದ ಶ್ರೀ ಮಲ್ಲೇಶ್ವರ ಸ್ವಾಮಿ ದೇವಸ್ಥಾನದ ಆವರಣದಲ್ಲಿ ಏರ್ಪಡಿಸಿದ್ದ ಕಾರ್ಯಕ್ರಮದಲ್ಲಿ ಆಶೀರ್ವಚನ ನೀಡಿ ಮಾತನಾಡಿದರು. ಮನುಷ್ಯನಲ್ಲಿ ಆಶಾ ಭಾವನೆ, ತಾಳ್ಮೆ, ಸಹನೆ ಇರಬೇಕು. ಸ್ವಾರ್ಥ ರಹಿತ ಸೇವೆಯೇ ನಿಜವಾದ ಪೂಜೆ. ಭಗವಂತ ಮನುಷ್ಯನ ಸಾಧನೆಯಲ್ಲಿ ಕಾಣುತ್ತಾನೆ. ಮಾತೆಯ ಪಾದಗಳಲ್ಲಿ ಸ್ವರ್ಗವಿದೆ ಎಂದರು. ಪಟ್ಟಣದ ಪತಂಜಲಿ ಯೋಗ ಸಮಿತಿ ಸದಸ್ಯರು ಭಾಗವಹಿಸಿದ್ದರು. <box>965 1800 1133 2074</box>
decorated-idol <box>1187 751 1321 855</box>
stage-banner <box>631 1426 883 1468</box>
article-text: ತುಮಕೂರು,ಮಾ.5- ದೇಶದ ಸಂವಿಧಾನ ಹಾಗೂ ಕಾರ್ಮಿಕ ವಿರೋಧಿ ನೀತಿಗಳ ಮೂಲಕ ಕೇಂದ್ರ ಸರ್ಕಾರ ಕಾರ್ಮಿಕರ ಹಕ್ಕುಗಳನ್ನು ದಮನ ಮಾಡಲು ಹೊರಟಿದೆ ಎಂದು ಸಿಐಟಿಯು ಜಿಲ್ಲಾಧ್ಯಕ್ಷ ಸೈಯದ್ ಮುಜೀಬ್ ಆರೋಪಿಸಿದರು. ಸಿಐಟಿಯು ಮತ್ತು ಸಂಯೋಜಿತ ಸಂಘಟನೆಗಳ ವತಿಯಿಂದ ನಗರದ ಜಿಲ್ಲಾ ಕಾರ್ಮಿಕ ಅಧಿಕಾರಿಗಳ ಕಚೇರಿ ಎದುರು ನಡೆದ ಪ್ರತಿಭಟನೆಯಲ್ಲಿ ಭಾಗವಹಿಸಿ ಅವರು ಮಾತನಾಡಿದರು. ಪಕ್ಷಭೇದ ಮರೆತು ಕಾರ್ಮಿಕರೆಲ್ಲರೂ ಒಂದಾಗಬೇಕು ಎಂದರು. ನಗರದ ಹನುಮಂತಪುರದ ಶ್ರೀ ಕೊಲ್ಲಾಪುರದಮ್ಮ ದೇವಸ್ಥಾನದಿಂದ ಮೆರವಣಿಗೆ ಹೊರಟು ಕಾರ್ಮಿಕ ಕಚೇರಿ ಬಳಿ ಪ್ರತಿಭಟನೆ ನಡೆಸಿದರು. <box>44 950 213 1243</box>
twitter-icon[interactable]: ✕ <box>211 98 223 110</box>
page-number: 3 <box>1471 82 1488 111</box>
contact-info: ಹೆಚ್ಚಿನ ಮಾಹಿತಿಗಾಗಿ ಮೊಬೈಲ್ 9901055218 ಗೆ ಸಂಪರ್ಕಿಸಬಹುದು. <box>791 464 949 497</box>
table-cell: ಕೆಎ 25 ಎಬಿ 5656 (2022) <box>295 1978 433 1995</box>
inauguration-photo <box>965 625 1488 855</box>
column-header: ಸಾಲಗಾರರ ಹೆಸರು <box>147 1961 227 1978</box>
social-icons <box>167 98 223 110</box>
social-handle[interactable]: @sanjevaninews <box>44 85 138 98</box>
article-marammajatre <box>965 509 1488 1398</box>
flag-icon <box>319 754 363 806</box>
article-bhagavanta <box>965 1409 1488 2350</box>
article-labour-code <box>44 648 571 1597</box>
article-text: ತೆರೆ ಕಾಣಲಿದೆ ಎಂದು ಸಿನಿಮಾ ನಿರ್ಮಾಪಕ ಹಾಗೂ ನಿರ್ದೇಶಕರಾದ ಕಂಠರಾಜ್ ಹಡಿಯಾಲ್ ಹೇಳಿದರು. ಸಿನಿಮಾ ರೈತ ಪ್ರಧಾನ <box>223 182 392 236</box>
article-women-science <box>587 1291 949 2350</box>
article-text: ಇಲ್ಲವೇ nkssia ಚಿಲಿಯಲ್ಲಿ ವೈಯಕ್ತಿಕವಾಗಿ ಹೆಸರನ್ನು ನೋಂದಾಯಿಸಿಕೊಳ್ಳಬೇಕು ಎಂದರು. <box>773 424 949 457</box>
youtube-icon[interactable]: ▶ <box>196 98 208 110</box>
branch: ಶಾಖೆ: ಶಿರಸಿ <box>521 1853 568 1868</box>
article-text: ಹುಬ್ಬಳ್ಳಿ,ಮಾ.5: ಮಲ್ಲುರಿನ ಪ್ರೊಡಕ್ಷನ್ ರವರ ಬ್ಯಾನರ್ ಅಡಿ ಲೈತರ ಮಕ್ಕಳಿಗೆ ಹೆಣ್ಣು ಕೊಡಿ ಎಂಬ ಸಿನಿಮಾ ನಾಳೆ ಮಾ.6 ರಂದು ಹುಬ್ಬಳ್ಳಿಯಲ್ಲಿ <box>44 182 213 256</box>
headline: ತರಬೇತಿಗೆ ಅರ್ಜಿ ಆಹ್ವಾನ <box>652 678 883 711</box>
article-text: ರಥೋತ್ಸವದಲ್ಲಿ ಅಜ್ಜ ಕಾಟು ದೇವರು ನಟ ಅಜ್ಜನ ದೇವರು ಸೇರಿದಂತೆ ದೇವಸ್ಥಾನ ಸಮಿತಿಯ ಪದಾಧಿಕಾರಿಗಳು ಹಾಗೂ ಗ್ರಾಮಸ್ಥರು, ಭಕ್ತರು ಪಾಲ್ಗೊಂಡಿದ್ದರು. <box>402 1718 571 1791</box>
headline: ಮಹೋತ್ಸವಕ್ಕೆ ಚಾಲನೆ <box>1073 563 1379 615</box>
article-school-visit <box>44 291 571 639</box>
